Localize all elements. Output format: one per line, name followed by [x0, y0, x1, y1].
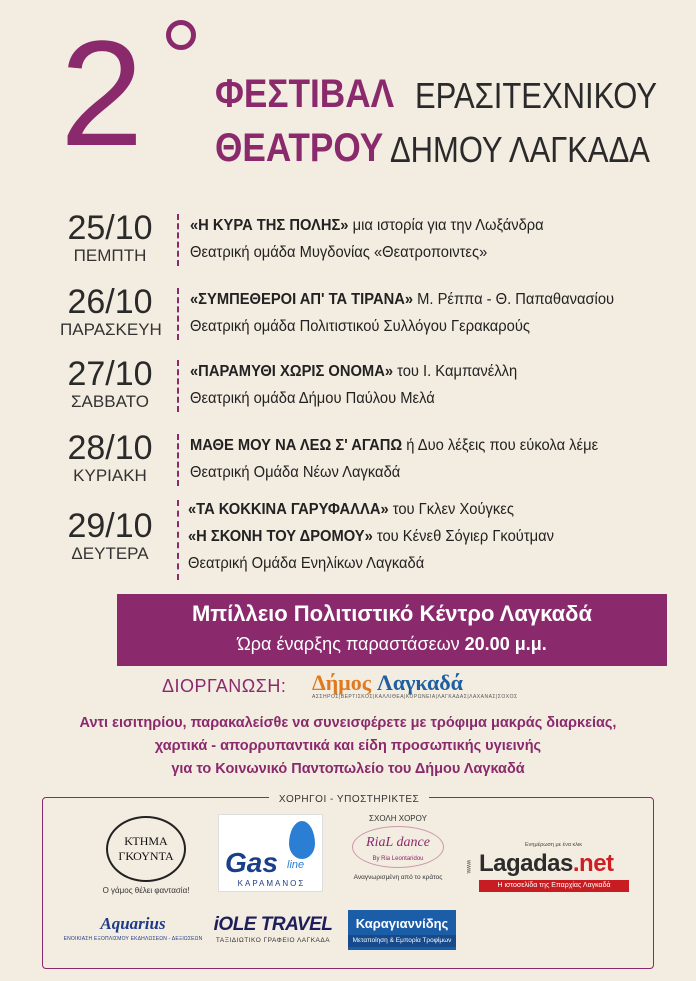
- event-date-block: [60, 284, 160, 340]
- lagadas-name: [479, 850, 614, 878]
- event-title-rest: ή Δυο λέξεις που εύκολα λέμε: [402, 437, 599, 454]
- start-time-label: Ώρα έναρξης παραστάσεων: [237, 634, 465, 654]
- sponsors-box: [42, 794, 654, 969]
- event-date-block: [60, 430, 160, 486]
- flame-icon: [289, 821, 315, 859]
- event-date: 25/10: [67, 209, 153, 247]
- title-amateur: ΕΡΑΣΙΤΕΧΝΙΚΟΥ: [415, 75, 657, 116]
- gasline-logo: [218, 814, 323, 892]
- lagadas-tld: .net: [572, 850, 614, 877]
- iole-name: iOLE TRAVEL: [213, 914, 333, 935]
- gasline-main: Gas: [225, 847, 278, 878]
- event-date: 29/10: [67, 507, 153, 545]
- event-day: ΠΕΜΠΤΗ: [73, 246, 147, 265]
- notice-line: για το Κοινωνικό Παντοπωλείο του Δήμου Λαγκαδά: [171, 761, 525, 777]
- organizer-label: ΔΙΟΡΓΑΝΩΣΗ:: [162, 676, 287, 696]
- iole-travel-logo: [208, 914, 338, 944]
- event-day: ΚΥΡΙΑΚΗ: [73, 466, 147, 485]
- event-separator: [177, 214, 179, 266]
- title-line-1: [215, 72, 657, 117]
- kara-name: Καραγιαννίδης: [355, 916, 449, 931]
- start-time: 20.00 μ.μ.: [464, 634, 547, 654]
- event-details: [190, 212, 574, 266]
- event-date-block: [60, 356, 160, 412]
- venue-name: Μπίλλειο Πολιτιστικό Κέντρο Λαγκαδά: [191, 601, 593, 626]
- event-details: [188, 496, 586, 577]
- event-group: Θεατρική ομάδα Δήμου Παύλου Μελά: [190, 390, 435, 407]
- festival-number: 2: [60, 9, 140, 177]
- donation-notice: [0, 712, 696, 781]
- ordinal-degree-mark: [166, 20, 196, 50]
- municipality-logo-subtitle: ΑΣΣΗΡΟΣ|ΒΕΡΤΙΣΚΟΣ|ΚΑΛΛΙΘΕΑ|ΚΟΡΩΝΕΙΑ|ΛΑΓΚΑΔΑΣ|ΛΑΧΑΝΑΣ|ΣΟΧΟΣ: [312, 694, 518, 700]
- gasline-line: line: [287, 859, 305, 871]
- notice-line: χαρτικά - απορρυπαντικά και είδη προσωπικής υγιεινής: [154, 738, 542, 754]
- iole-sub: ΤΑΞΙΔΙΩΤΙΚΟ ΓΡΑΦΕΙΟ ΛΑΓΚΑΔΑ: [215, 937, 331, 944]
- title-festival: ΦΕΣΤΙΒΑΛ: [215, 72, 395, 116]
- event-title-rest: του Γκλεν Χούγκες: [388, 501, 514, 518]
- rial-recognition: Αναγνωρισμένη από το κράτος: [353, 874, 443, 881]
- event-separator: [177, 434, 179, 486]
- event-title-second-rest: του Κένεθ Σόγιερ Γκούτμαν: [372, 528, 555, 545]
- municipality-logo-word1: Δήμος: [312, 670, 372, 695]
- event-title: ΜΑΘΕ ΜΟΥ ΝΑ ΛΕΩ Σ' ΑΓΑΠΩ: [190, 437, 403, 454]
- event-details: [190, 286, 651, 340]
- event-separator: [177, 288, 179, 340]
- municipality-logo-word2: Λαγκαδά: [377, 670, 463, 695]
- lagadas-www: www.: [465, 860, 471, 875]
- event-date: 28/10: [67, 429, 153, 467]
- karagiannidis-logo: [348, 910, 456, 950]
- event-day: ΠΑΡΑΣΚΕΥΗ: [60, 320, 162, 339]
- event-title: «ΠΑΡΑΜΥΘΙ ΧΩΡΙΣ ΟΝΟΜΑ»: [190, 363, 394, 380]
- event-title-rest: μια ιστορία για την Λωξάνδρα: [348, 217, 544, 234]
- lagadas-small: Ενημέρωση με ένα κλικ: [525, 842, 583, 848]
- event-date: 26/10: [67, 283, 153, 321]
- rial-top: ΣΧΟΛΗ ΧΟΡΟΥ: [369, 814, 427, 823]
- ktima-tagline: Ο γάμος θέλει φαντασία!: [102, 886, 190, 895]
- sponsors-heading: [43, 789, 655, 807]
- title-municipality: ΔΗΜΟΥ ΛΑΓΚΑΔΑ: [390, 129, 650, 170]
- notice-line: Αντι εισιτηρίου, παρακαλείσθε να συνεισφέρετε με τρόφιμα μακράς διαρκείας,: [79, 715, 617, 731]
- event-title: «ΣΥΜΠΕΘΕΡΟΙ ΑΠ' ΤΑ ΤΙΡΑΝΑ»: [190, 291, 414, 308]
- event-group: Θεατρική ομάδα Πολιτιστικού Συλλόγου Γερακαρούς: [190, 318, 530, 335]
- title-line-2: [215, 126, 650, 171]
- event-title-second: «Η ΣΚΟΝΗ ΤΟΥ ΔΡΟΜΟΥ»: [188, 528, 373, 545]
- event-details: [190, 432, 634, 486]
- gasline-sub: ΚΑΡΑΜΑΝΟΣ: [237, 879, 306, 888]
- kara-sub: Μεταποίηση & Εμπορία Τροφίμων: [348, 935, 456, 947]
- municipality-logo: [312, 670, 518, 700]
- event-date: 27/10: [67, 355, 153, 393]
- event-title-rest: Μ. Ρέππα - Θ. Παπαθανασίου: [413, 291, 615, 308]
- event-day: ΣΑΒΒΑΤΟ: [71, 392, 149, 411]
- event-date-block: [60, 508, 160, 564]
- event-title-rest: του Ι. Καμπανέλλη: [393, 363, 518, 380]
- venue-banner: [117, 594, 667, 666]
- lagadas-name-main: Lagadas: [479, 850, 573, 877]
- ktima-gkounta-logo: [91, 816, 201, 895]
- rial-name: RiaL dance: [352, 826, 444, 868]
- ktima-name: ΚΤΗΜΑ ΓΚΟΥΝΤΑ: [106, 816, 186, 882]
- start-time-line: [117, 632, 667, 656]
- event-group: Θεατρική ομάδα Μυγδονίας «Θεατροποιντες»: [190, 244, 488, 261]
- rial-dance-logo: [343, 814, 453, 881]
- event-details: [190, 358, 546, 412]
- event-separator: [177, 360, 179, 412]
- event-day: ΔΕΥΤΕΡΑ: [71, 544, 149, 563]
- aquarius-sub: ΕΝΟΙΚΙΑΣΗ ΕΞΟΠΛΙΣΜΟΥ ΕΚΔΗΛΩΣΕΩΝ - ΔΕΞΙΩΣΕΩΝ: [63, 936, 203, 942]
- event-title: «Η ΚΥΡΑ ΤΗΣ ΠΟΛΗΣ»: [190, 217, 349, 234]
- event-date-block: [60, 210, 160, 266]
- event-group: Θεατρική Ομάδα Νέων Λαγκαδά: [190, 464, 401, 481]
- title-theatre: ΘΕΑΤΡΟΥ: [215, 126, 384, 170]
- aquarius-name: Aquarius: [100, 914, 166, 933]
- sponsors-title: ΧΟΡΗΓΟΙ - ΥΠΟΣΤΗΡΙΚΤΕΣ: [269, 794, 429, 805]
- event-title: «ΤΑ ΚΟΚΚΙΝΑ ΓΑΡΥΦΑΛΛΑ»: [188, 501, 389, 518]
- lagadas-bar: Η ιστοσελίδα της Επαρχίας Λαγκαδά: [479, 880, 629, 892]
- event-separator: [177, 500, 179, 580]
- aquarius-logo: [63, 914, 203, 942]
- event-group: Θεατρική Ομάδα Ενηλίκων Λαγκαδά: [188, 555, 425, 572]
- rial-by: By Ria Leontaridou: [372, 856, 424, 862]
